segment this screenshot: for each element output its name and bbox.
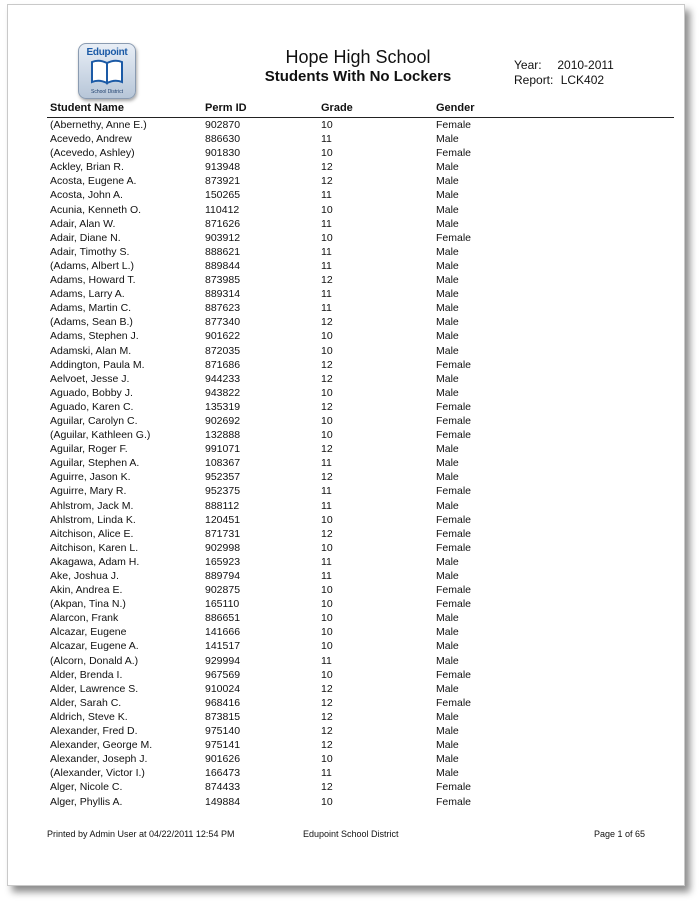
grade-cell: 10	[321, 119, 333, 131]
gender-cell: Male	[436, 767, 459, 780]
table-row	[50, 597, 674, 611]
gender-cell: Male	[436, 344, 459, 357]
gender-cell: Male	[436, 710, 459, 723]
table-row	[50, 738, 674, 752]
grade-cell: 10	[321, 414, 333, 427]
perm-id-cell: 872035	[205, 344, 241, 357]
gender-cell: Male	[436, 217, 459, 230]
table-row	[50, 203, 674, 217]
table-row	[50, 527, 674, 541]
student-name-cell: Alexander, George M.	[50, 739, 153, 752]
perm-id-cell: 141517	[205, 640, 241, 653]
grade-cell: 11	[321, 217, 332, 230]
student-name-cell: (Akpan, Tina N.)	[50, 598, 126, 611]
gender-cell: Male	[436, 203, 459, 216]
table-row	[50, 541, 674, 555]
column-header-gender: Gender	[436, 102, 475, 114]
grade-cell: 11	[321, 555, 332, 568]
gender-cell: Male	[436, 175, 459, 188]
gender-cell: Female	[436, 795, 472, 808]
column-header-grade: Grade	[321, 102, 353, 114]
grade-cell: 12	[321, 739, 333, 752]
table-row	[50, 301, 674, 315]
book-icon	[90, 59, 124, 85]
student-name-cell: (Adams, Sean B.)	[50, 316, 133, 329]
student-name-cell: Alder, Lawrence S.	[50, 682, 139, 695]
student-name-cell: Adamski, Alan M.	[50, 344, 132, 357]
student-name-cell: Akagawa, Adam H.	[50, 555, 140, 568]
gender-cell: Female	[436, 696, 472, 709]
perm-id-cell: 943822	[205, 386, 241, 399]
gender-cell: Male	[436, 330, 459, 343]
student-name-cell: Adair, Timothy S.	[50, 245, 130, 258]
grade-cell: 12	[321, 175, 333, 188]
student-name-cell: Adair, Alan W.	[50, 217, 116, 230]
gender-cell: Female	[436, 358, 472, 371]
perm-id-cell: 874433	[205, 781, 241, 794]
grade-cell: 10	[321, 330, 333, 343]
gender-cell: Female	[436, 598, 472, 611]
student-name-cell: Alarcon, Frank	[50, 612, 119, 625]
student-name-cell: (Acevedo, Ashley)	[50, 147, 135, 160]
grade-cell: 11	[321, 259, 332, 272]
grade-cell: 12	[321, 527, 333, 540]
table-header	[50, 102, 674, 116]
student-name-cell: Aguilar, Stephen A.	[50, 457, 140, 470]
grade-cell: 10	[321, 344, 333, 357]
gender-cell: Male	[436, 457, 459, 470]
perm-id-cell: 877340	[205, 316, 241, 329]
table-row	[50, 245, 674, 259]
column-header-perm-id: Perm ID	[205, 102, 247, 114]
gender-cell: Male	[436, 555, 459, 568]
gender-cell: Female	[436, 147, 472, 160]
table-row	[50, 315, 674, 329]
perm-id-cell: 901830	[205, 147, 241, 160]
perm-id-cell: 889314	[205, 288, 241, 301]
student-name-cell: Aitchison, Alice E.	[50, 527, 134, 540]
page-number: Page 1 of 65	[594, 829, 646, 839]
gender-cell: Female	[436, 541, 472, 554]
printed-by: Printed by Admin User at 04/22/2011 12:54 PM	[47, 829, 235, 839]
gender-cell: Female	[436, 400, 472, 413]
perm-id-cell: 886651	[205, 612, 241, 625]
student-name-cell: (Alexander, Victor I.)	[50, 767, 145, 780]
gender-cell: Male	[436, 471, 459, 484]
student-name-cell: Aguado, Karen C.	[50, 400, 134, 413]
gender-cell: Female	[436, 119, 472, 131]
grade-cell: 10	[321, 541, 333, 554]
gender-cell: Male	[436, 372, 459, 385]
perm-id-cell: 135319	[205, 400, 241, 413]
perm-id-cell: 887623	[205, 302, 241, 315]
perm-id-cell: 952357	[205, 471, 241, 484]
student-name-cell: Ahlstrom, Linda K.	[50, 513, 136, 526]
gender-cell: Male	[436, 570, 459, 582]
table-row	[50, 160, 674, 174]
gender-cell: Female	[436, 527, 472, 540]
student-name-cell: (Abernethy, Anne E.)	[50, 119, 147, 131]
perm-id-cell: 165110	[205, 598, 240, 611]
report-value: LCK402	[560, 73, 605, 87]
table-row	[50, 625, 674, 639]
grade-cell: 10	[321, 612, 333, 625]
student-name-cell: Aguilar, Roger F.	[50, 443, 128, 456]
grade-cell: 10	[321, 429, 333, 442]
table-row	[50, 217, 674, 231]
column-header-student-name: Student Name	[50, 102, 124, 114]
gender-cell: Male	[436, 499, 459, 512]
table-row	[50, 639, 674, 653]
gender-cell: Male	[436, 753, 459, 766]
gender-cell: Male	[436, 386, 459, 399]
perm-id-cell: 902870	[205, 119, 241, 131]
grade-cell: 10	[321, 626, 333, 639]
student-name-cell: Aguilar, Carolyn C.	[50, 414, 138, 427]
grade-cell: 12	[321, 725, 333, 738]
perm-id-cell: 141666	[205, 626, 241, 639]
table-row	[50, 428, 674, 442]
student-table-body	[50, 118, 674, 809]
table-row	[50, 414, 674, 428]
table-row	[50, 724, 674, 738]
table-row	[50, 287, 674, 301]
table-row	[50, 766, 674, 780]
grade-cell: 10	[321, 203, 333, 216]
gender-cell: Male	[436, 626, 459, 639]
student-name-cell: Alder, Brenda I.	[50, 668, 123, 681]
grade-cell: 12	[321, 710, 333, 723]
student-name-cell: Aguirre, Mary R.	[50, 485, 127, 498]
grade-cell: 11	[321, 133, 332, 146]
perm-id-cell: 150265	[205, 189, 241, 202]
gender-cell: Male	[436, 682, 459, 695]
year-label: Year:	[514, 58, 542, 72]
perm-id-cell: 952375	[205, 485, 241, 498]
grade-cell: 12	[321, 358, 333, 371]
gender-cell: Male	[436, 288, 459, 301]
perm-id-cell: 903912	[205, 231, 241, 244]
table-row	[50, 470, 674, 484]
perm-id-cell: 901626	[205, 753, 241, 766]
table-row	[50, 484, 674, 498]
student-name-cell: Akin, Andrea E.	[50, 584, 123, 597]
grade-cell: 10	[321, 753, 333, 766]
perm-id-cell: 165923	[205, 555, 241, 568]
gender-cell: Male	[436, 302, 459, 315]
table-row	[50, 188, 674, 202]
table-row	[50, 513, 674, 527]
perm-id-cell: 975140	[205, 725, 241, 738]
gender-cell: Female	[436, 584, 472, 597]
gender-cell: Female	[436, 668, 472, 681]
gender-cell: Male	[436, 245, 459, 258]
grade-cell: 12	[321, 274, 333, 287]
student-name-cell: Adams, Larry A.	[50, 288, 125, 301]
grade-cell: 11	[321, 302, 332, 315]
grade-cell: 10	[321, 231, 333, 244]
table-row	[50, 611, 674, 625]
logo-subtitle: School District	[91, 89, 123, 95]
table-row	[50, 174, 674, 188]
perm-id-cell: 889794	[205, 570, 241, 582]
student-name-cell: (Adams, Albert L.)	[50, 259, 135, 272]
table-row	[50, 146, 674, 160]
table-row	[50, 780, 674, 794]
grade-cell: 11	[321, 288, 332, 301]
student-name-cell: Alexander, Joseph J.	[50, 753, 148, 766]
student-name-cell: Aitchison, Karen L.	[50, 541, 139, 554]
table-row	[50, 386, 674, 400]
student-name-cell: (Aguilar, Kathleen G.)	[50, 429, 151, 442]
gender-cell: Male	[436, 316, 459, 329]
gender-cell: Male	[436, 274, 459, 287]
grade-cell: 12	[321, 443, 333, 456]
grade-cell: 12	[321, 696, 333, 709]
student-name-cell: Ake, Joshua J.	[50, 570, 119, 582]
table-row	[50, 795, 674, 809]
perm-id-cell: 929994	[205, 654, 241, 667]
table-row	[50, 752, 674, 766]
gender-cell: Male	[436, 725, 459, 738]
grade-cell: 10	[321, 147, 333, 160]
grade-cell: 10	[321, 598, 333, 611]
perm-id-cell: 871626	[205, 217, 241, 230]
table-row	[50, 344, 674, 358]
student-name-cell: Acevedo, Andrew	[50, 133, 132, 146]
grade-cell: 12	[321, 316, 333, 329]
table-row	[50, 696, 674, 710]
grade-cell: 11	[321, 654, 332, 667]
perm-id-cell: 944233	[205, 372, 241, 385]
logo-wordmark: Edupoint	[86, 47, 128, 58]
table-row	[50, 456, 674, 470]
perm-id-cell: 110412	[205, 203, 240, 216]
perm-id-cell: 871731	[205, 527, 241, 540]
perm-id-cell: 968416	[205, 696, 241, 709]
student-name-cell: Aguirre, Jason K.	[50, 471, 131, 484]
perm-id-cell: 888621	[205, 245, 241, 258]
table-row	[50, 710, 674, 724]
table-row	[50, 329, 674, 343]
gender-cell: Male	[436, 739, 459, 752]
student-name-cell: Addington, Paula M.	[50, 358, 145, 371]
grade-cell: 12	[321, 471, 333, 484]
perm-id-cell: 902692	[205, 414, 241, 427]
grade-cell: 12	[321, 400, 333, 413]
gender-cell: Male	[436, 133, 459, 146]
table-row	[50, 499, 674, 513]
perm-id-cell: 871686	[205, 358, 241, 371]
student-name-cell: Adams, Martin C.	[50, 302, 132, 315]
table-row	[50, 259, 674, 273]
gender-cell: Male	[436, 189, 459, 202]
grade-cell: 12	[321, 372, 333, 385]
student-name-cell: Alcazar, Eugene	[50, 626, 127, 639]
table-row	[50, 231, 674, 245]
grade-cell: 10	[321, 668, 333, 681]
student-name-cell: Adair, Diane N.	[50, 231, 121, 244]
grade-cell: 12	[321, 161, 333, 174]
student-name-cell: (Alcorn, Donald A.)	[50, 654, 139, 667]
student-name-cell: Acosta, Eugene A.	[50, 175, 137, 188]
gender-cell: Female	[436, 429, 472, 442]
grade-cell: 10	[321, 584, 333, 597]
grade-cell: 12	[321, 682, 333, 695]
report-label: Report:	[514, 73, 554, 87]
student-name-cell: Aguado, Bobby J.	[50, 386, 133, 399]
perm-id-cell: 967569	[205, 668, 241, 681]
student-name-cell: Alcazar, Eugene A.	[50, 640, 139, 653]
perm-id-cell: 873921	[205, 175, 241, 188]
student-name-cell: Ackley, Brian R.	[50, 161, 124, 174]
table-row	[50, 583, 674, 597]
gender-cell: Male	[436, 443, 459, 456]
student-name-cell: Adams, Howard T.	[50, 274, 136, 287]
table-row	[50, 442, 674, 456]
perm-id-cell: 108367	[205, 457, 241, 470]
grade-cell: 12	[321, 781, 333, 794]
gender-cell: Male	[436, 640, 459, 653]
table-row	[50, 358, 674, 372]
perm-id-cell: 149884	[205, 795, 241, 808]
table-row	[50, 118, 674, 132]
grade-cell: 10	[321, 640, 333, 653]
grade-cell: 10	[321, 795, 333, 808]
grade-cell: 10	[321, 386, 333, 399]
student-name-cell: Alger, Phyllis A.	[50, 795, 123, 808]
year-value: 2010-2011	[557, 58, 614, 72]
table-row	[50, 668, 674, 682]
gender-cell: Male	[436, 161, 459, 174]
student-name-cell: Acunia, Kenneth O.	[50, 203, 142, 216]
grade-cell: 11	[321, 485, 332, 498]
edupoint-logo	[78, 43, 136, 99]
grade-cell: 11	[321, 457, 332, 470]
gender-cell: Female	[436, 414, 472, 427]
student-name-cell: Aelvoet, Jesse J.	[50, 372, 130, 385]
perm-id-cell: 873985	[205, 274, 241, 287]
perm-id-cell: 120451	[205, 513, 241, 526]
perm-id-cell: 902998	[205, 541, 241, 554]
perm-id-cell: 873815	[205, 710, 241, 723]
district-name: Edupoint School District	[303, 829, 399, 839]
student-name-cell: Alger, Nicole C.	[50, 781, 123, 794]
grade-cell: 11	[321, 245, 332, 258]
table-row	[50, 273, 674, 287]
report-info	[514, 73, 604, 87]
perm-id-cell: 132888	[205, 429, 241, 442]
perm-id-cell: 889844	[205, 259, 241, 272]
report-title: Students With No Lockers	[264, 68, 452, 85]
grade-cell: 11	[321, 189, 332, 202]
perm-id-cell: 888112	[205, 499, 240, 512]
gender-cell: Male	[436, 259, 459, 272]
table-row	[50, 132, 674, 146]
perm-id-cell: 166473	[205, 767, 241, 780]
table-row	[50, 555, 674, 569]
table-row	[50, 569, 674, 583]
student-name-cell: Adams, Stephen J.	[50, 330, 139, 343]
student-name-cell: Acosta, John A.	[50, 189, 123, 202]
school-title: Hope High School	[285, 47, 431, 67]
perm-id-cell: 975141	[205, 739, 241, 752]
year-info	[514, 58, 614, 72]
table-row	[50, 400, 674, 414]
table-row	[50, 682, 674, 696]
grade-cell: 11	[321, 499, 332, 512]
perm-id-cell: 886630	[205, 133, 241, 146]
gender-cell: Female	[436, 781, 472, 794]
perm-id-cell: 902875	[205, 584, 241, 597]
perm-id-cell: 910024	[205, 682, 241, 695]
gender-cell: Male	[436, 612, 459, 625]
gender-cell: Female	[436, 231, 472, 244]
grade-cell: 10	[321, 513, 333, 526]
perm-id-cell: 991071	[205, 443, 241, 456]
student-name-cell: Alexander, Fred D.	[50, 725, 138, 738]
table-row	[50, 372, 674, 386]
gender-cell: Female	[436, 485, 472, 498]
grade-cell: 11	[321, 767, 332, 780]
perm-id-cell: 913948	[205, 161, 241, 174]
table-row	[50, 654, 674, 668]
student-name-cell: Alder, Sarah C.	[50, 696, 122, 709]
gender-cell: Female	[436, 513, 472, 526]
gender-cell: Male	[436, 654, 459, 667]
grade-cell: 11	[321, 570, 332, 582]
perm-id-cell: 901622	[205, 330, 241, 343]
student-name-cell: Ahlstrom, Jack M.	[50, 499, 134, 512]
student-name-cell: Aldrich, Steve K.	[50, 710, 128, 723]
